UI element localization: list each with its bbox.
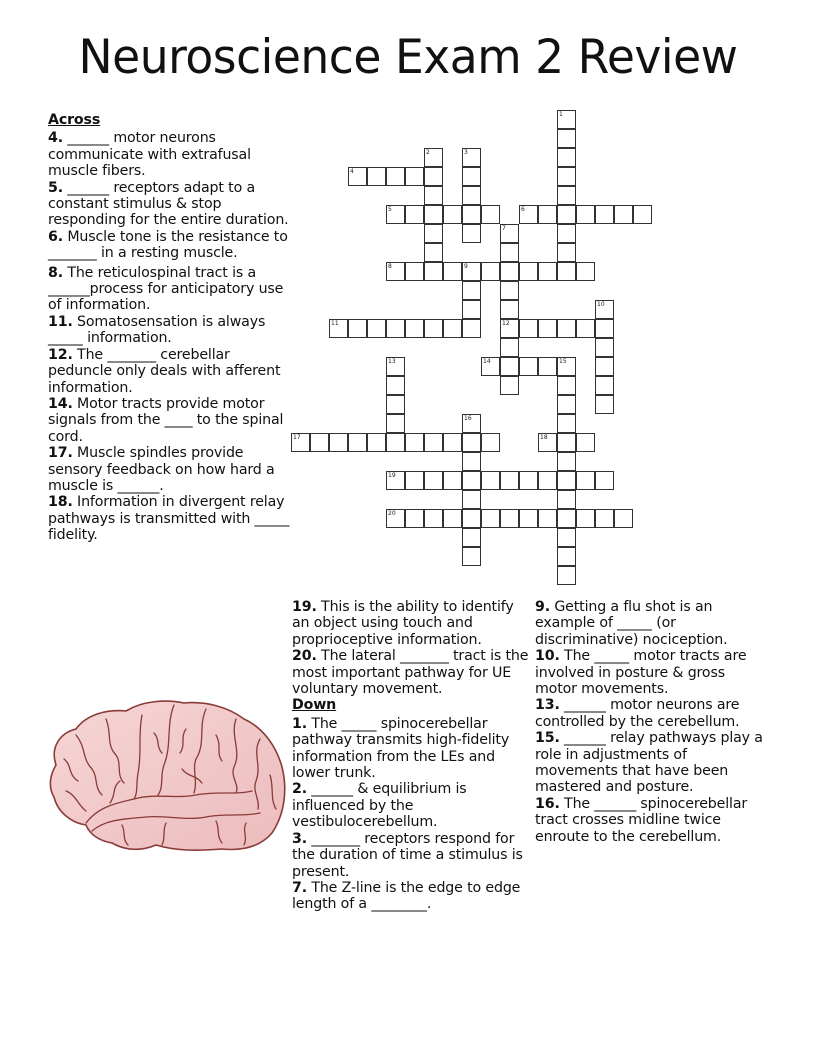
- crossword-cell[interactable]: [462, 490, 481, 509]
- crossword-cell[interactable]: [500, 281, 519, 300]
- crossword-cell[interactable]: [424, 205, 443, 224]
- crossword-cell[interactable]: [291, 433, 310, 452]
- crossword-cell[interactable]: [405, 509, 424, 528]
- crossword-cell[interactable]: [481, 205, 500, 224]
- crossword-cell[interactable]: [348, 167, 367, 186]
- crossword-cell[interactable]: [462, 148, 481, 167]
- cell-number: 17: [293, 434, 301, 441]
- crossword-cell[interactable]: [348, 319, 367, 338]
- crossword-cell[interactable]: [386, 262, 405, 281]
- crossword-cell[interactable]: [462, 186, 481, 205]
- crossword-cell[interactable]: [443, 262, 462, 281]
- crossword-cell[interactable]: [519, 262, 538, 281]
- crossword-cell[interactable]: [576, 471, 595, 490]
- crossword-cell[interactable]: [386, 167, 405, 186]
- crossword-cell[interactable]: [557, 243, 576, 262]
- clue-across-20: 20. The lateral _______ tract is the most important pathway for UE voluntary movement.: [292, 648, 529, 698]
- crossword-cell[interactable]: [424, 319, 443, 338]
- crossword-cell[interactable]: [557, 205, 576, 224]
- crossword-cell[interactable]: [386, 357, 405, 376]
- crossword-cell[interactable]: [538, 433, 557, 452]
- crossword-cell[interactable]: [557, 262, 576, 281]
- crossword-cell[interactable]: [595, 509, 614, 528]
- cell-number: 4: [350, 168, 354, 175]
- clue-down-16: 16. The ______ spinocerebellar tract crosses midline twice enroute to the cerebellum.: [535, 795, 748, 845]
- crossword-cell[interactable]: [519, 509, 538, 528]
- page-title: Neuroscience Exam 2 Review: [78, 30, 738, 85]
- crossword-cell[interactable]: [538, 205, 557, 224]
- crossword-cell[interactable]: [557, 110, 576, 129]
- crossword-cell[interactable]: [367, 167, 386, 186]
- crossword-cell[interactable]: [557, 224, 576, 243]
- crossword-cell[interactable]: [462, 509, 481, 528]
- crossword-cell[interactable]: [310, 433, 329, 452]
- crossword-cell[interactable]: [595, 395, 614, 414]
- clue-down-10: 10. The _____ motor tracts are involved in posture & gross motor movements.: [535, 648, 747, 698]
- cell-number: 10: [597, 301, 605, 308]
- crossword-cell[interactable]: [500, 357, 519, 376]
- crossword-cell[interactable]: [424, 186, 443, 205]
- crossword-cell[interactable]: [538, 509, 557, 528]
- crossword-cell[interactable]: [595, 471, 614, 490]
- cell-number: 5: [388, 206, 392, 213]
- crossword-cell[interactable]: [462, 224, 481, 243]
- crossword-cell[interactable]: [443, 471, 462, 490]
- crossword-cell[interactable]: [557, 471, 576, 490]
- crossword-cell[interactable]: [519, 471, 538, 490]
- clue-down-15: 15. ______ relay pathways play a role in adjustments of movements that have been mastered and posture.: [535, 730, 763, 796]
- crossword-cell[interactable]: [538, 471, 557, 490]
- clue-across-19: 19. This is the ability to identify an object using touch and proprioceptive information.: [292, 599, 514, 648]
- crossword-cell[interactable]: [462, 414, 481, 433]
- crossword-cell[interactable]: [386, 376, 405, 395]
- crossword-cell[interactable]: [424, 471, 443, 490]
- crossword-cell[interactable]: [443, 509, 462, 528]
- cell-number: 19: [388, 472, 396, 479]
- crossword-cell[interactable]: [557, 129, 576, 148]
- crossword-cell[interactable]: [462, 452, 481, 471]
- crossword-cell[interactable]: [462, 528, 481, 547]
- crossword-cell[interactable]: [538, 319, 557, 338]
- crossword-cell[interactable]: [481, 471, 500, 490]
- clue-across-4: 4. ______ motor neurons communicate with extrafusal muscle fibers.: [48, 130, 251, 180]
- crossword-cell[interactable]: [576, 205, 595, 224]
- clue-down-3: 3. _______ receptors respond for the duration of time a stimulus is present.: [292, 830, 523, 880]
- crossword-cell[interactable]: [386, 414, 405, 433]
- crossword-cell[interactable]: [595, 300, 614, 319]
- clue-across-8: 8. The reticulospinal tract is a ______process for anticipatory use of information.: [48, 264, 284, 314]
- crossword-cell[interactable]: [500, 471, 519, 490]
- crossword-cell[interactable]: [500, 224, 519, 243]
- crossword-cell[interactable]: [576, 433, 595, 452]
- crossword-cell[interactable]: [443, 319, 462, 338]
- crossword-cell[interactable]: [519, 205, 538, 224]
- crossword-cell[interactable]: [424, 243, 443, 262]
- crossword-cell[interactable]: [557, 547, 576, 566]
- crossword-cell[interactable]: [576, 262, 595, 281]
- crossword-cell[interactable]: [481, 509, 500, 528]
- crossword-cell[interactable]: [424, 509, 443, 528]
- crossword-cell[interactable]: [576, 509, 595, 528]
- crossword-cell[interactable]: [462, 167, 481, 186]
- clue-across-5: 5. ______ receptors adapt to a constant stimulus & stop responding for the entire duration.: [48, 179, 289, 229]
- crossword-cell[interactable]: [557, 395, 576, 414]
- crossword-cell[interactable]: [462, 319, 481, 338]
- crossword-cell[interactable]: [557, 528, 576, 547]
- down-heading: Down: [292, 697, 337, 714]
- crossword-cell[interactable]: [329, 433, 348, 452]
- crossword-cell[interactable]: [462, 547, 481, 566]
- crossword-cell[interactable]: [462, 300, 481, 319]
- crossword-cell[interactable]: [633, 205, 652, 224]
- crossword-cell[interactable]: [614, 509, 633, 528]
- crossword-cell[interactable]: [405, 205, 424, 224]
- crossword-cell[interactable]: [557, 148, 576, 167]
- crossword-cell[interactable]: [557, 167, 576, 186]
- crossword-cell[interactable]: [462, 471, 481, 490]
- crossword-cell[interactable]: [367, 433, 386, 452]
- crossword-cell[interactable]: [500, 300, 519, 319]
- crossword-cell[interactable]: [595, 205, 614, 224]
- cell-number: 14: [483, 358, 491, 365]
- crossword-cell[interactable]: [500, 243, 519, 262]
- cell-number: 8: [388, 263, 392, 270]
- crossword-cell[interactable]: [386, 471, 405, 490]
- cell-number: 2: [426, 149, 430, 156]
- crossword-cell[interactable]: [500, 262, 519, 281]
- clue-across-12: 12. The _______ cerebellar peduncle only deals with afferent information.: [48, 346, 281, 396]
- crossword-cell[interactable]: [386, 319, 405, 338]
- clue-across-14: 14. Motor tracts provide motor signals from the ____ to the spinal cord.: [48, 395, 284, 445]
- crossword-cell[interactable]: [386, 205, 405, 224]
- crossword-cell[interactable]: [500, 376, 519, 395]
- clue-down-2: 2. ______ & equilibrium is influenced by the vestibulocerebellum.: [292, 781, 467, 831]
- clue-across-6: 6. Muscle tone is the resistance to _______ in a resting muscle.: [48, 228, 288, 262]
- crossword-cell[interactable]: [557, 490, 576, 509]
- crossword-cell[interactable]: [462, 205, 481, 224]
- clue-down-1: 1. The _____ spinocerebellar pathway transmits high-fidelity information from the LEs and lower trunk.: [292, 715, 510, 782]
- clue-across-18: 18. Information in divergent relay pathways is transmitted with _____ fidelity.: [48, 494, 290, 544]
- crossword-cell[interactable]: [595, 338, 614, 357]
- clue-across-17: 17. Muscle spindles provide sensory feedback on how hard a muscle is ______.: [48, 445, 275, 494]
- across-heading: Across: [48, 112, 101, 128]
- crossword-cell[interactable]: [557, 186, 576, 205]
- crossword-cell[interactable]: [424, 262, 443, 281]
- across-clues-column: [48, 112, 290, 544]
- crossword-cell[interactable]: [386, 395, 405, 414]
- cell-number: 9: [464, 263, 468, 270]
- cell-number: 1: [559, 111, 563, 118]
- crossword-cell[interactable]: [462, 262, 481, 281]
- crossword-cell[interactable]: [557, 414, 576, 433]
- crossword-cell[interactable]: [405, 319, 424, 338]
- crossword-cell[interactable]: [405, 471, 424, 490]
- crossword-cell[interactable]: [443, 433, 462, 452]
- crossword-cell[interactable]: [443, 205, 462, 224]
- crossword-cell[interactable]: [424, 224, 443, 243]
- crossword-cell[interactable]: [538, 357, 557, 376]
- crossword-cell[interactable]: [595, 357, 614, 376]
- crossword-cell[interactable]: [576, 319, 595, 338]
- crossword-cell[interactable]: [500, 319, 519, 338]
- crossword-cell[interactable]: [557, 452, 576, 471]
- crossword-cell[interactable]: [424, 167, 443, 186]
- clue-down-7: 7. The Z-line is the edge to edge length of a ________.: [292, 879, 521, 913]
- clue-down-13: 13. ______ motor neurons are controlled by the cerebellum.: [535, 697, 740, 730]
- brain-icon: [46, 695, 288, 855]
- cell-number: 15: [559, 358, 567, 365]
- right-clues-column: [535, 599, 765, 845]
- crossword-cell[interactable]: [557, 433, 576, 452]
- crossword-cell[interactable]: [405, 433, 424, 452]
- cell-number: 11: [331, 320, 339, 327]
- crossword-cell[interactable]: [557, 566, 576, 585]
- cell-number: 20: [388, 510, 396, 517]
- crossword-cell[interactable]: [519, 357, 538, 376]
- middle-clues-column: [292, 599, 532, 913]
- crossword-cell[interactable]: [595, 319, 614, 338]
- crossword-cell[interactable]: [424, 148, 443, 167]
- crossword-cell[interactable]: [348, 433, 367, 452]
- crossword-cell[interactable]: [386, 433, 405, 452]
- crossword-cell[interactable]: [557, 319, 576, 338]
- cell-number: 6: [521, 206, 525, 213]
- cell-number: 18: [540, 434, 548, 441]
- crossword-cell[interactable]: [481, 433, 500, 452]
- crossword-cell[interactable]: [481, 262, 500, 281]
- crossword-cell[interactable]: [405, 262, 424, 281]
- crossword-cell[interactable]: [386, 509, 405, 528]
- cell-number: 16: [464, 415, 472, 422]
- crossword-cell[interactable]: [557, 357, 576, 376]
- cell-number: 3: [464, 149, 468, 156]
- crossword-cell[interactable]: [614, 205, 633, 224]
- crossword-cell[interactable]: [405, 167, 424, 186]
- crossword-cell[interactable]: [538, 262, 557, 281]
- crossword-cell[interactable]: [500, 509, 519, 528]
- crossword-cell[interactable]: [500, 338, 519, 357]
- crossword-cell[interactable]: [367, 319, 386, 338]
- crossword-cell[interactable]: [519, 319, 538, 338]
- crossword-cell[interactable]: [329, 319, 348, 338]
- cell-number: 7: [502, 225, 506, 232]
- crossword-cell[interactable]: [424, 433, 443, 452]
- crossword-cell[interactable]: [462, 281, 481, 300]
- crossword-cell[interactable]: [481, 357, 500, 376]
- clue-down-9: 9. Getting a flu shot is an example of _____ (or discriminative) nociception.: [535, 599, 728, 648]
- crossword-cell[interactable]: [557, 509, 576, 528]
- cell-number: 12: [502, 320, 510, 327]
- crossword-cell[interactable]: [462, 433, 481, 452]
- crossword-cell[interactable]: [595, 376, 614, 395]
- clue-across-11: 11. Somatosensation is always _____ information.: [48, 313, 266, 347]
- crossword-cell[interactable]: [557, 376, 576, 395]
- cell-number: 13: [388, 358, 396, 365]
